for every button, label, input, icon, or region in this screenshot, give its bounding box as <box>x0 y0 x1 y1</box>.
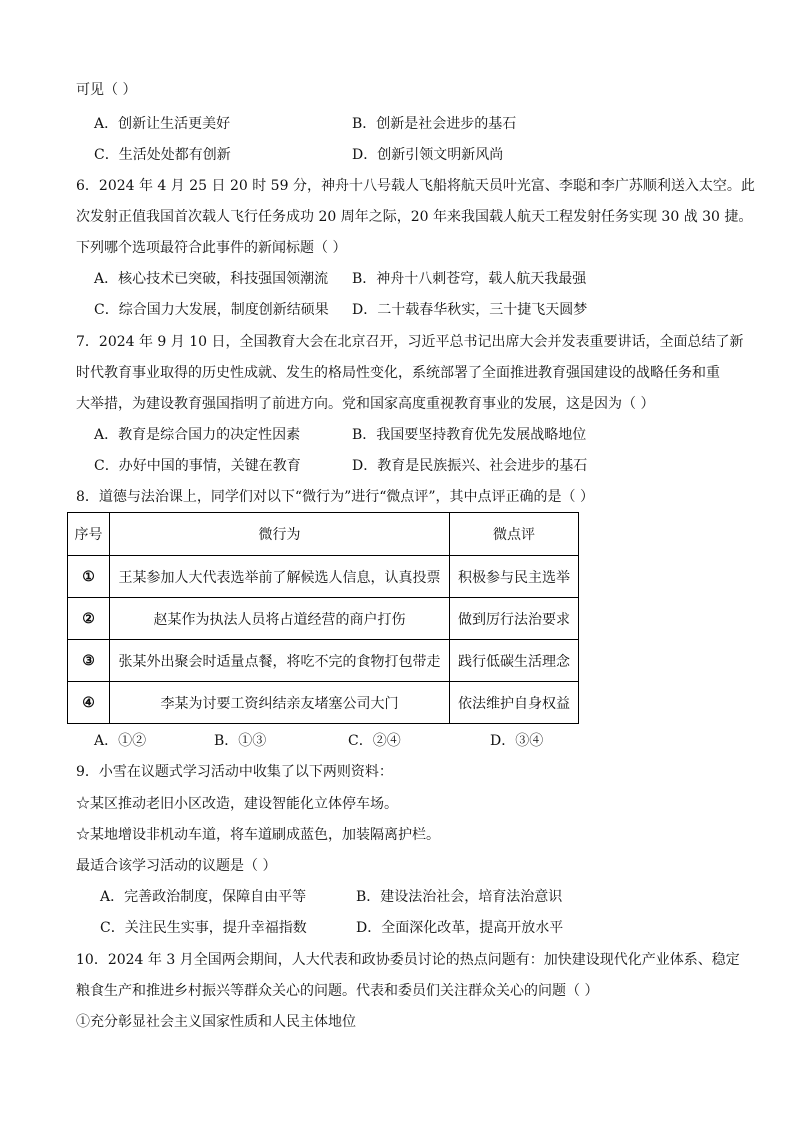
q9-option-a: A．完善政治制度，保障自由平等 <box>100 889 307 905</box>
q5-option-d: D．创新引领文明新风尚 <box>352 147 504 163</box>
q8-row-1-behavior: 王某参加人大代表选举前了解候选人信息，认真投票 <box>110 556 450 598</box>
q6-option-b: B．神舟十八刺苍穹，载人航天我最强 <box>352 271 587 287</box>
q10-stem-line-1: 10．2024 年 3 月全国两会期间，人大代表和政协委员讨论的热点问题有：加快建设现代化产业体系、稳定 <box>76 952 740 968</box>
q9-option-c: C．关注民生实事，提升幸福指数 <box>100 920 307 936</box>
q6-stem-line-3: 下列哪个选项最符合此事件的新闻标题（ ） <box>76 240 347 256</box>
q8-row-2-behavior: 赵某作为执法人员将占道经营的商户打伤 <box>110 598 450 640</box>
q8-table <box>67 512 579 724</box>
q7-stem-line-3: 大举措，为建设教育强国指明了前进方向。党和国家高度重视教育事业的发展，这是因为（ ） <box>76 396 655 412</box>
table-row <box>68 640 579 682</box>
q9-option-d: D．全面深化改革，提高开放水平 <box>356 920 564 936</box>
q8-option-c: C．②④ <box>348 733 401 749</box>
q9-stem: 9．小雪在议题式学习活动中收集了以下两则资料： <box>76 764 393 780</box>
q8-header-behavior: 微行为 <box>110 513 450 556</box>
q8-row-3-behavior: 张某外出聚会时适量点餐，将吃不完的食物打包带走 <box>110 640 450 682</box>
q7-option-a: A．教育是综合国力的决定性因素 <box>94 427 301 443</box>
table-row <box>68 598 579 640</box>
q7-stem-line-2: 时代教育事业取得的历史性成就、发生的格局性变化，系统部署了全面推进教育强国建设的战略任务和重 <box>76 365 720 381</box>
q5-stem-tail: 可见（ ） <box>76 82 137 98</box>
q8-table-header-row <box>68 513 579 556</box>
q8-row-4-num: ④ <box>68 682 110 724</box>
q9-question: 最适合该学习活动的议题是（ ） <box>76 858 277 874</box>
q8-row-2-num: ② <box>68 598 110 640</box>
q8-row-4-behavior: 李某为讨要工资纠结亲友堵塞公司大门 <box>110 682 450 724</box>
q9-material-1: ☆某区推动老旧小区改造，建设智能化立体停车场。 <box>76 796 398 812</box>
q8-row-1-num: ① <box>68 556 110 598</box>
table-row <box>68 682 579 724</box>
q8-option-a: A．①② <box>94 733 147 749</box>
q10-stem-line-2: 粮食生产和推进乡村振兴等群众关心的问题。代表和委员们关注群众关心的问题（ ） <box>76 983 599 999</box>
q8-row-3-comment: 践行低碳生活理念 <box>450 640 579 682</box>
q7-option-d: D．教育是民族振兴、社会进步的基石 <box>352 458 588 474</box>
q8-option-d: D．③④ <box>490 733 544 749</box>
q9-option-b: B．建设法治社会，培育法治意识 <box>356 889 563 905</box>
q8-row-2-comment: 做到厉行法治要求 <box>450 598 579 640</box>
q8-header-num: 序号 <box>68 513 110 556</box>
q7-option-b: B．我国要坚持教育优先发展战略地位 <box>352 427 587 443</box>
q8-stem: 8．道德与法治课上，同学们对以下“微行为”进行“微点评”，其中点评正确的是（ ） <box>76 489 594 505</box>
q5-option-a: A．创新让生活更美好 <box>94 116 231 132</box>
q6-stem-line-2: 次发射正值我国首次载人飞行任务成功 20 周年之际，20 年来我国载人航天工程发射任务实现 30 战 30 捷。 <box>76 209 753 225</box>
q10-item-1: ①充分彰显社会主义国家性质和人民主体地位 <box>76 1014 356 1030</box>
q6-option-d: D．二十载春华秋实，三十捷飞天圆梦 <box>352 302 588 318</box>
q5-option-b: B．创新是社会进步的基石 <box>352 116 517 132</box>
q8-row-3-num: ③ <box>68 640 110 682</box>
q8-row-1-comment: 积极参与民主选举 <box>450 556 579 598</box>
table-row <box>68 556 579 598</box>
q7-option-c: C．办好中国的事情，关键在教育 <box>94 458 301 474</box>
q8-header-comment: 微点评 <box>450 513 579 556</box>
q5-option-c: C．生活处处都有创新 <box>94 147 231 163</box>
q9-material-2: ☆某地增设非机动车道，将车道刷成蓝色，加装隔离护栏。 <box>76 827 440 843</box>
q8-row-4-comment: 依法维护自身权益 <box>450 682 579 724</box>
q6-option-a: A．核心技术已突破，科技强国领潮流 <box>94 271 329 287</box>
q6-stem-line-1: 6．2024 年 4 月 25 日 20 时 59 分，神舟十八号载人飞船将航天员叶光富、李聪和李广苏顺利送入太空。此 <box>76 178 755 194</box>
q8-option-b: B．①③ <box>214 733 267 749</box>
q7-stem-line-1: 7．2024 年 9 月 10 日，全国教育大会在北京召开，习近平总书记出席大会并发表重要讲话，全面总结了新 <box>76 334 744 350</box>
q6-option-c: C．综合国力大发展，制度创新结硕果 <box>94 302 329 318</box>
